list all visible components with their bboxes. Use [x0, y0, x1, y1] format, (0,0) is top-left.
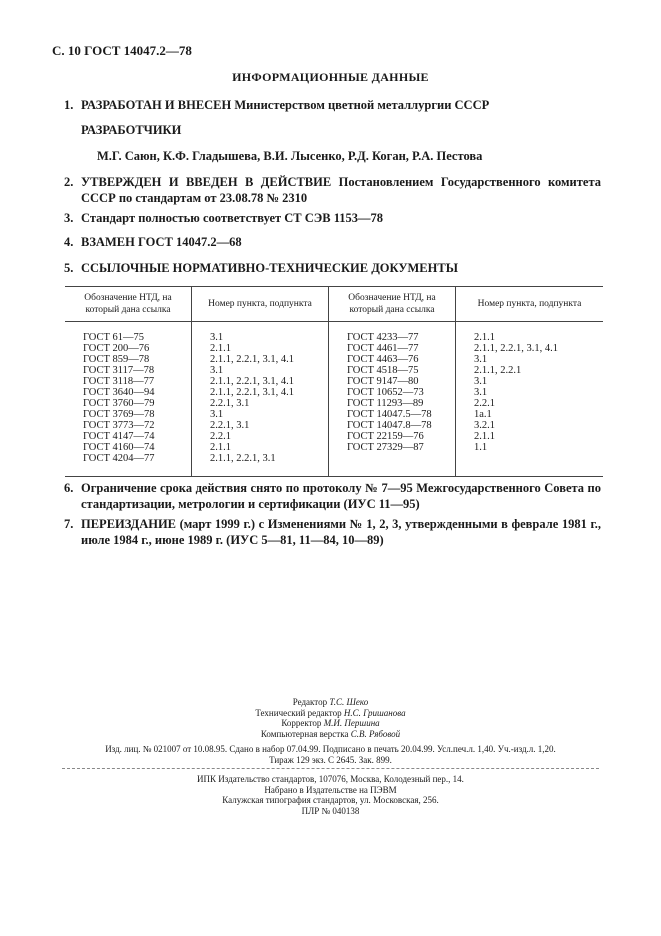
right-points-cell: [456, 322, 604, 477]
table-cell-value: ГОСТ 10652—73: [347, 387, 424, 398]
editor-label: Редактор: [292, 697, 328, 707]
table-cell-value: 3.1: [474, 376, 488, 387]
tech-editor-label: Технический редактор: [255, 707, 342, 718]
table-cell-value: 3.1: [474, 354, 488, 365]
table-cell-value: ГОСТ 3640—94: [83, 387, 155, 398]
item-text: ПЕРЕИЗДАНИЕ (март 1999 г.) с Изменениями № 1, 2, 3, утвержденными в феврале 1981 г., июле 1984 г., июне 1989 г. (ИУС 5—81, 11—84, 10—89): [81, 517, 601, 547]
item-text: ССЫЛОЧНЫЕ НОРМАТИВНО-ТЕХНИЧЕСКИЕ ДОКУМЕНТЫ: [81, 261, 458, 275]
item-number: 2.: [64, 175, 74, 189]
table-cell-value: ГОСТ 14047.8—78: [347, 420, 432, 431]
table-cell-value: 2.2.1, 3.1: [210, 398, 250, 409]
table-cell-value: ГОСТ 4204—77: [83, 453, 155, 464]
table-header: Обозначение НТД, на который дана ссылка: [329, 287, 456, 322]
table-cell-value: 2.1.1, 2.2.1, 3.1, 4.1: [474, 343, 558, 354]
publication-details: [0, 744, 661, 765]
table-cell-value: 2.1.1, 2.2.1, 3.1, 4.1: [210, 376, 294, 387]
table-cell-value: 3.1: [210, 365, 224, 376]
table-cell-value: 2.1.1: [474, 332, 495, 343]
table-cell-value: 2.1.1: [474, 431, 495, 442]
printer-details: [0, 774, 661, 816]
item-number: 1.: [64, 98, 74, 112]
item-text: РАЗРАБОТАН И ВНЕСЕН Министерством цветной металлургии СССР: [81, 98, 490, 112]
table-cell-value: ГОСТ 3760—79: [83, 398, 155, 409]
table-header: Номер пункта, подпункта: [456, 287, 604, 322]
table-cell-value: 1а.1: [474, 409, 492, 420]
item-number: 3.: [64, 211, 74, 225]
table-cell-value: 3.1: [210, 409, 224, 420]
tech-editor-name: Н.С. Гришанова: [343, 707, 406, 718]
table-cell-value: ГОСТ 9147—80: [347, 376, 419, 387]
table-cell-value: 3.2.1: [474, 420, 495, 431]
divider: [62, 768, 599, 769]
left-points-cell: [192, 322, 329, 477]
table-cell-value: ГОСТ 859—78: [83, 354, 150, 365]
table-cell-value: 2.1.1, 2.2.1, 3.1: [210, 453, 276, 464]
right-docs-cell: [329, 322, 456, 477]
corrector-name: М.И. Першина: [323, 718, 380, 728]
table-cell-value: 2.1.1, 2.2.1: [474, 365, 522, 376]
table-cell-value: 2.2.1: [210, 431, 231, 442]
pub-line: Изд. лиц. № 021007 от 10.08.95. Сдано в набор 07.04.99. Подписано в печать 20.04.99. Усл.печ.л. 1,40. Уч.-изд.л. 1,20.: [105, 744, 556, 754]
table-cell-value: ГОСТ 3117—78: [83, 365, 155, 376]
developers-list: М.Г. Саюн, К.Ф. Гладышева, В.И. Лысенко, Р.Д. Коган, Р.А. Пестова: [97, 149, 483, 163]
table-cell-value: ГОСТ 11293—89: [347, 398, 424, 409]
table-cell-value: 2.2.1, 3.1: [210, 420, 250, 431]
item-number: 7.: [64, 517, 74, 531]
page-header: С. 10 ГОСТ 14047.2—78: [52, 43, 192, 58]
press-line: Калужская типография стандартов, ул. Московская, 256.: [222, 795, 439, 805]
pub-line: Тираж 129 экз. С 2645. Зак. 899.: [269, 754, 392, 765]
corrector-label: Корректор: [281, 718, 322, 728]
layout-name: С.В. Рябовой: [350, 728, 401, 739]
layout-label: Компьютерная верстка: [260, 728, 349, 739]
table-cell-value: ГОСТ 4461—77: [347, 343, 419, 354]
section-title: ИНФОРМАЦИОННЫЕ ДАННЫЕ: [232, 70, 429, 84]
table-cell-value: ГОСТ 4147—74: [83, 431, 155, 442]
item-number: 5.: [64, 261, 74, 275]
table-cell-value: ГОСТ 61—75: [83, 332, 145, 343]
imprint-credits: [0, 697, 661, 739]
reference-table: [65, 286, 603, 477]
table-header: Обозначение НТД, на который дана ссылка: [65, 287, 192, 322]
table-cell-value: 2.2.1: [474, 398, 495, 409]
table-cell-value: ГОСТ 14047.5—78: [347, 409, 432, 420]
table-cell-value: ГОСТ 27329—87: [347, 442, 424, 453]
table-cell-value: ГОСТ 3769—78: [83, 409, 155, 420]
item-text: Ограничение срока действия снято по протоколу № 7—95 Межгосударственного Совета по стандартизации, метрологии и сертификации (ИУС 11—95): [81, 481, 601, 511]
table-cell-value: 2.1.1, 2.2.1, 3.1, 4.1: [210, 354, 294, 365]
item-number: 4.: [64, 235, 74, 249]
table-cell-value: ГОСТ 4160—74: [83, 442, 155, 453]
table-cell-value: ГОСТ 4463—76: [347, 354, 419, 365]
table-cell-value: ГОСТ 4518—75: [347, 365, 419, 376]
editor-name: Т.С. Шеко: [329, 697, 369, 707]
table-cell-value: ГОСТ 200—76: [83, 343, 150, 354]
item-text: ВЗАМЕН ГОСТ 14047.2—68: [81, 235, 242, 249]
table-cell-value: 2.1.1, 2.2.1, 3.1, 4.1: [210, 387, 294, 398]
press-line: Набрано в Издательстве на ПЭВМ: [264, 784, 397, 795]
table-cell-value: 3.1: [210, 332, 224, 343]
table-header-row: [65, 287, 603, 322]
left-docs-cell: [65, 322, 192, 477]
table-cell-value: ГОСТ 4233—77: [347, 332, 419, 343]
table-cell-value: ГОСТ 22159—76: [347, 431, 424, 442]
table-cell-value: ГОСТ 3773—72: [83, 420, 155, 431]
table-row: [65, 322, 603, 477]
press-line: ИПК Издательство стандартов, 107076, Москва, Колодезный пер., 14.: [197, 774, 464, 784]
item-number: 6.: [64, 481, 74, 495]
item-text: УТВЕРЖДЕН И ВВЕДЕН В ДЕЙСТВИЕ Постановлением Государственного комитета СССР по стандартам от 23.08.78 № 2310: [81, 175, 601, 205]
table-header: Номер пункта, подпункта: [192, 287, 329, 322]
item-text: Стандарт полностью соответствует СТ СЭВ 1153—78: [81, 211, 384, 225]
table-cell-value: 2.1.1: [210, 343, 231, 354]
press-line: ПЛР № 040138: [301, 805, 360, 816]
developers-label: РАЗРАБОТЧИКИ: [81, 123, 182, 137]
table-cell-value: 2.1.1: [210, 442, 231, 453]
table-cell-value: 3.1: [474, 387, 488, 398]
table-cell-value: 1.1: [474, 442, 488, 453]
table-cell-value: ГОСТ 3118—77: [83, 376, 155, 387]
